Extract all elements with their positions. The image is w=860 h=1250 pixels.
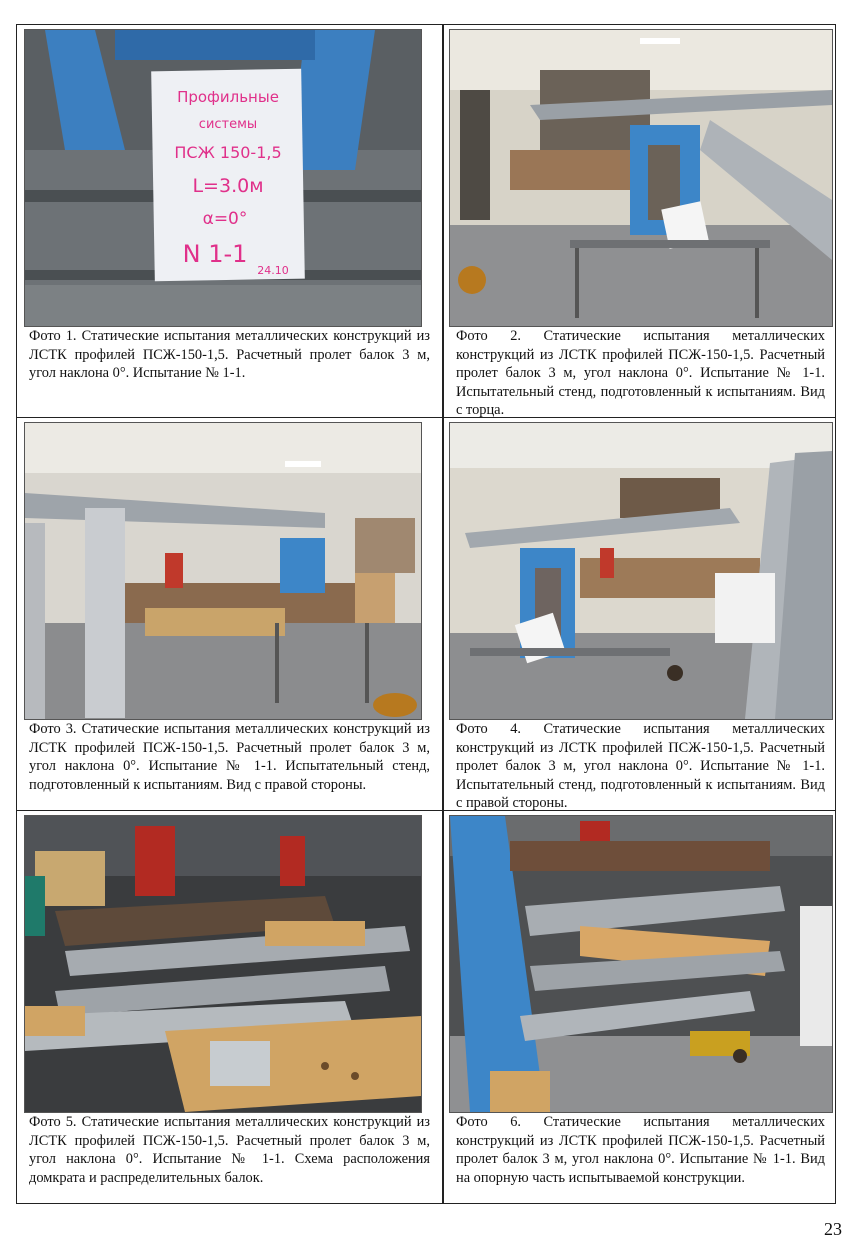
photo-table <box>16 24 836 1204</box>
photo-cell-6 <box>444 811 837 1205</box>
page-number: 23 <box>824 1219 842 1239</box>
photo-caption: Фото 6. Статические испытания металлических конструкций из ЛСТК профилей ПСЖ-150-1,5. Расчетный пролет балок 3 м, угол наклона 0°. Испытание № 1-1. Вид на опорную часть испытываемой конструкции. <box>456 1114 825 1186</box>
sign-line: системы <box>198 117 258 132</box>
photo-cell-2 <box>444 25 837 417</box>
photo-caption: Фото 5. Статические испытания металлических конструкций из ЛСТК профилей ПСЖ-150-1,5. Расчетный пролет балок 3 м, угол наклона 0°. Испытание № 1-1. Схема расположения домкрата и распределительных балок. <box>29 1114 430 1186</box>
photo-1 <box>24 29 422 327</box>
photo-cell-1 <box>17 25 442 417</box>
photo-caption: Фото 3. Статические испытания металлических конструкций из ЛСТК профилей ПСЖ-150-1,5. Расчетный пролет балок 3 м, угол наклона 0°. Испытание № 1-1. Испытательный стенд, подготовленный к испытаниям. Вид с правой стороны. <box>29 721 430 793</box>
photo-3 <box>24 422 422 720</box>
photo-caption: Фото 4. Статические испытания металлических конструкций из ЛСТК профилей ПСЖ-150-1,5. Расчетный пролет балок 3 м, угол наклона 0°. Испытание № 1-1. Испытательный стенд, подготовленный к испытаниям. Вид с правой стороны. <box>456 721 825 811</box>
sign-line: 24.10 <box>257 264 289 277</box>
sign-line: ПСЖ 150-1,5 <box>174 143 282 162</box>
photo-5 <box>24 815 422 1113</box>
photo-caption: Фото 2. Статические испытания металлических конструкций из ЛСТК профилей ПСЖ-150-1,5. Расчетный пролет балок 3 м, угол наклона 0°. Испытание № 1-1. Испытательный стенд, подготовленный к испытаниям. Вид с торца. <box>456 328 825 418</box>
photo-2 <box>449 29 833 327</box>
photo-6 <box>449 815 833 1113</box>
sign-line: N 1-1 <box>182 240 248 268</box>
sign-line: α=0° <box>202 209 248 229</box>
photo-cell-4 <box>444 418 837 810</box>
photo-caption: Фото 1. Статические испытания металлических конструкций из ЛСТК профилей ПСЖ-150-1,5. Расчетный пролет балок 3 м, угол наклона 0°. Испытание № 1-1. <box>29 328 430 381</box>
photo-cell-5 <box>17 811 442 1205</box>
sign-line: L=3.0м <box>192 175 264 197</box>
photo-cell-3 <box>17 418 442 810</box>
photo-4 <box>449 422 833 720</box>
sign-line: Профильные <box>177 88 279 106</box>
test-sign <box>151 69 305 282</box>
